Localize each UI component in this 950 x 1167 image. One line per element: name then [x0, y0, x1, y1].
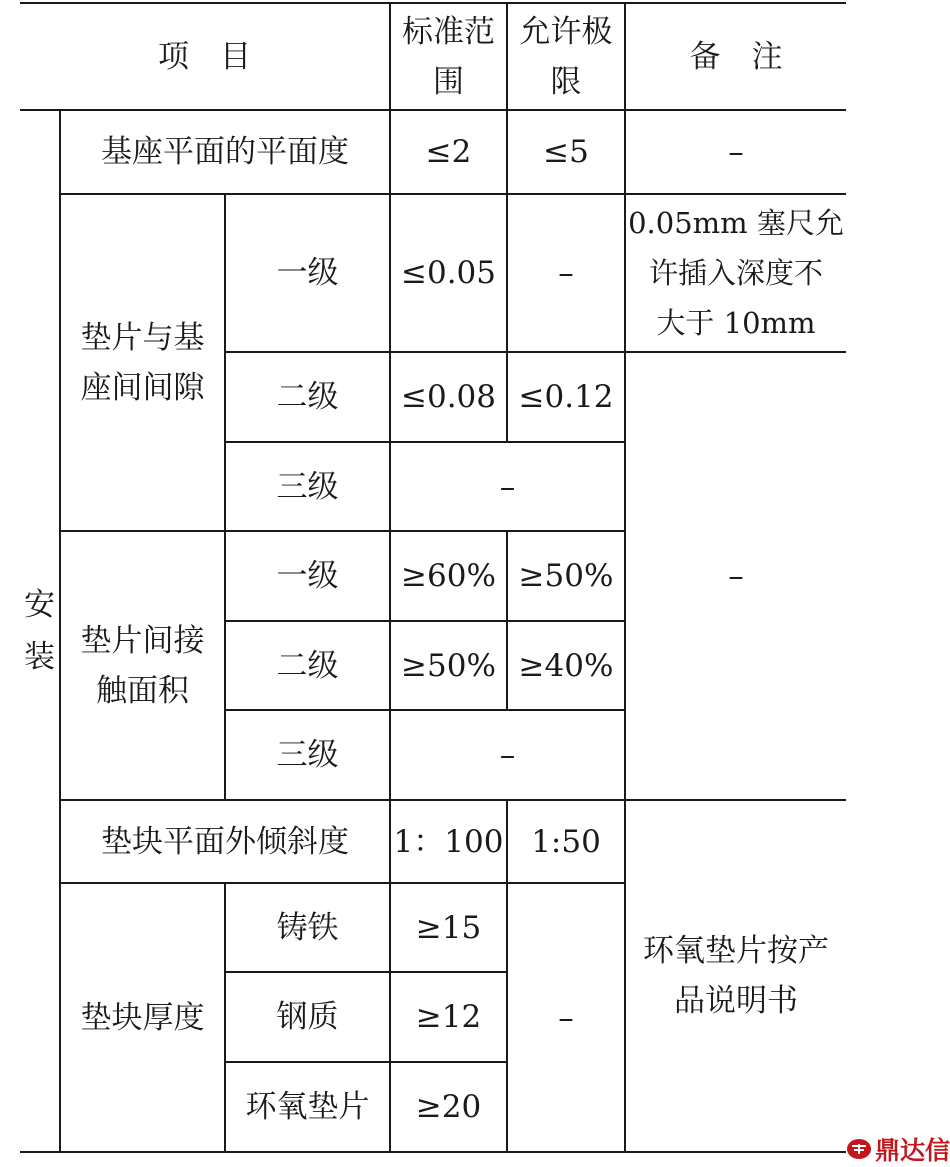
dingdaxin-logo-icon — [846, 1137, 872, 1161]
header-item: 项 目 — [158, 38, 251, 75]
cell-limit: ≤5 — [543, 134, 589, 170]
material-label: 铸铁 — [276, 909, 339, 946]
grade-label: 三级 — [276, 737, 339, 773]
row-label-shim-gap: 垫片与基 座间间隙 — [80, 319, 205, 406]
grade-label: 三级 — [276, 468, 339, 505]
cell-standard: ≤0.08 — [401, 379, 496, 415]
grade-label: 二级 — [276, 647, 339, 684]
cell-limit: ≥40% — [518, 647, 614, 684]
cell-standard: 1：100 — [393, 823, 504, 860]
watermark-logo — [846, 1131, 950, 1167]
cell-standard: ≥60% — [401, 558, 496, 594]
cell-limit: 1:50 — [531, 823, 601, 860]
cell-standard: ≥50% — [401, 647, 496, 684]
cell-note: 0.05mm 塞尺允 许插入深度不 大于 10mm — [628, 206, 844, 340]
cell-standard: ≥15 — [415, 909, 482, 946]
row-label-base-flatness: 基座平面的平面度 — [101, 134, 349, 170]
header-note: 备 注 — [689, 38, 783, 75]
material-label: 钢质 — [276, 999, 339, 1035]
cell-note: 环氧垫片按产 品说明书 — [643, 933, 829, 1019]
cell-standard: ≤0.05 — [401, 255, 496, 291]
cell-limit: – — [558, 255, 574, 291]
grade-label: 二级 — [276, 379, 339, 415]
grade-label: 一级 — [276, 255, 339, 291]
row-label-contact-area: 垫片间接 触面积 — [80, 622, 205, 709]
cell-merged: – — [499, 737, 516, 773]
bottom-rule — [20, 1151, 846, 1153]
material-label: 环氧垫片 — [245, 1089, 370, 1125]
header-allowed-limit: 允许极 限 — [519, 13, 613, 100]
grade-label: 一级 — [276, 558, 339, 594]
cell-standard: ≥20 — [415, 1089, 482, 1125]
cell-merged: – — [499, 468, 516, 505]
cell-note: – — [728, 134, 744, 170]
cell-limit: ≤0.12 — [518, 379, 614, 415]
cell-limit: ≥50% — [518, 558, 614, 594]
group-label-install: 安 装 — [24, 587, 55, 675]
cell-standard: ≥12 — [415, 999, 482, 1035]
cell-limit: – — [558, 999, 574, 1036]
watermark-text: 鼎达信 — [875, 1136, 950, 1165]
row-label-block-tilt: 垫块平面外倾斜度 — [101, 823, 349, 860]
row-label-block-thickness: 垫块厚度 — [80, 999, 205, 1036]
cell-standard: ≤2 — [425, 134, 472, 170]
header-standard-range: 标准范 围 — [402, 13, 495, 100]
cell-note: – — [728, 558, 744, 594]
